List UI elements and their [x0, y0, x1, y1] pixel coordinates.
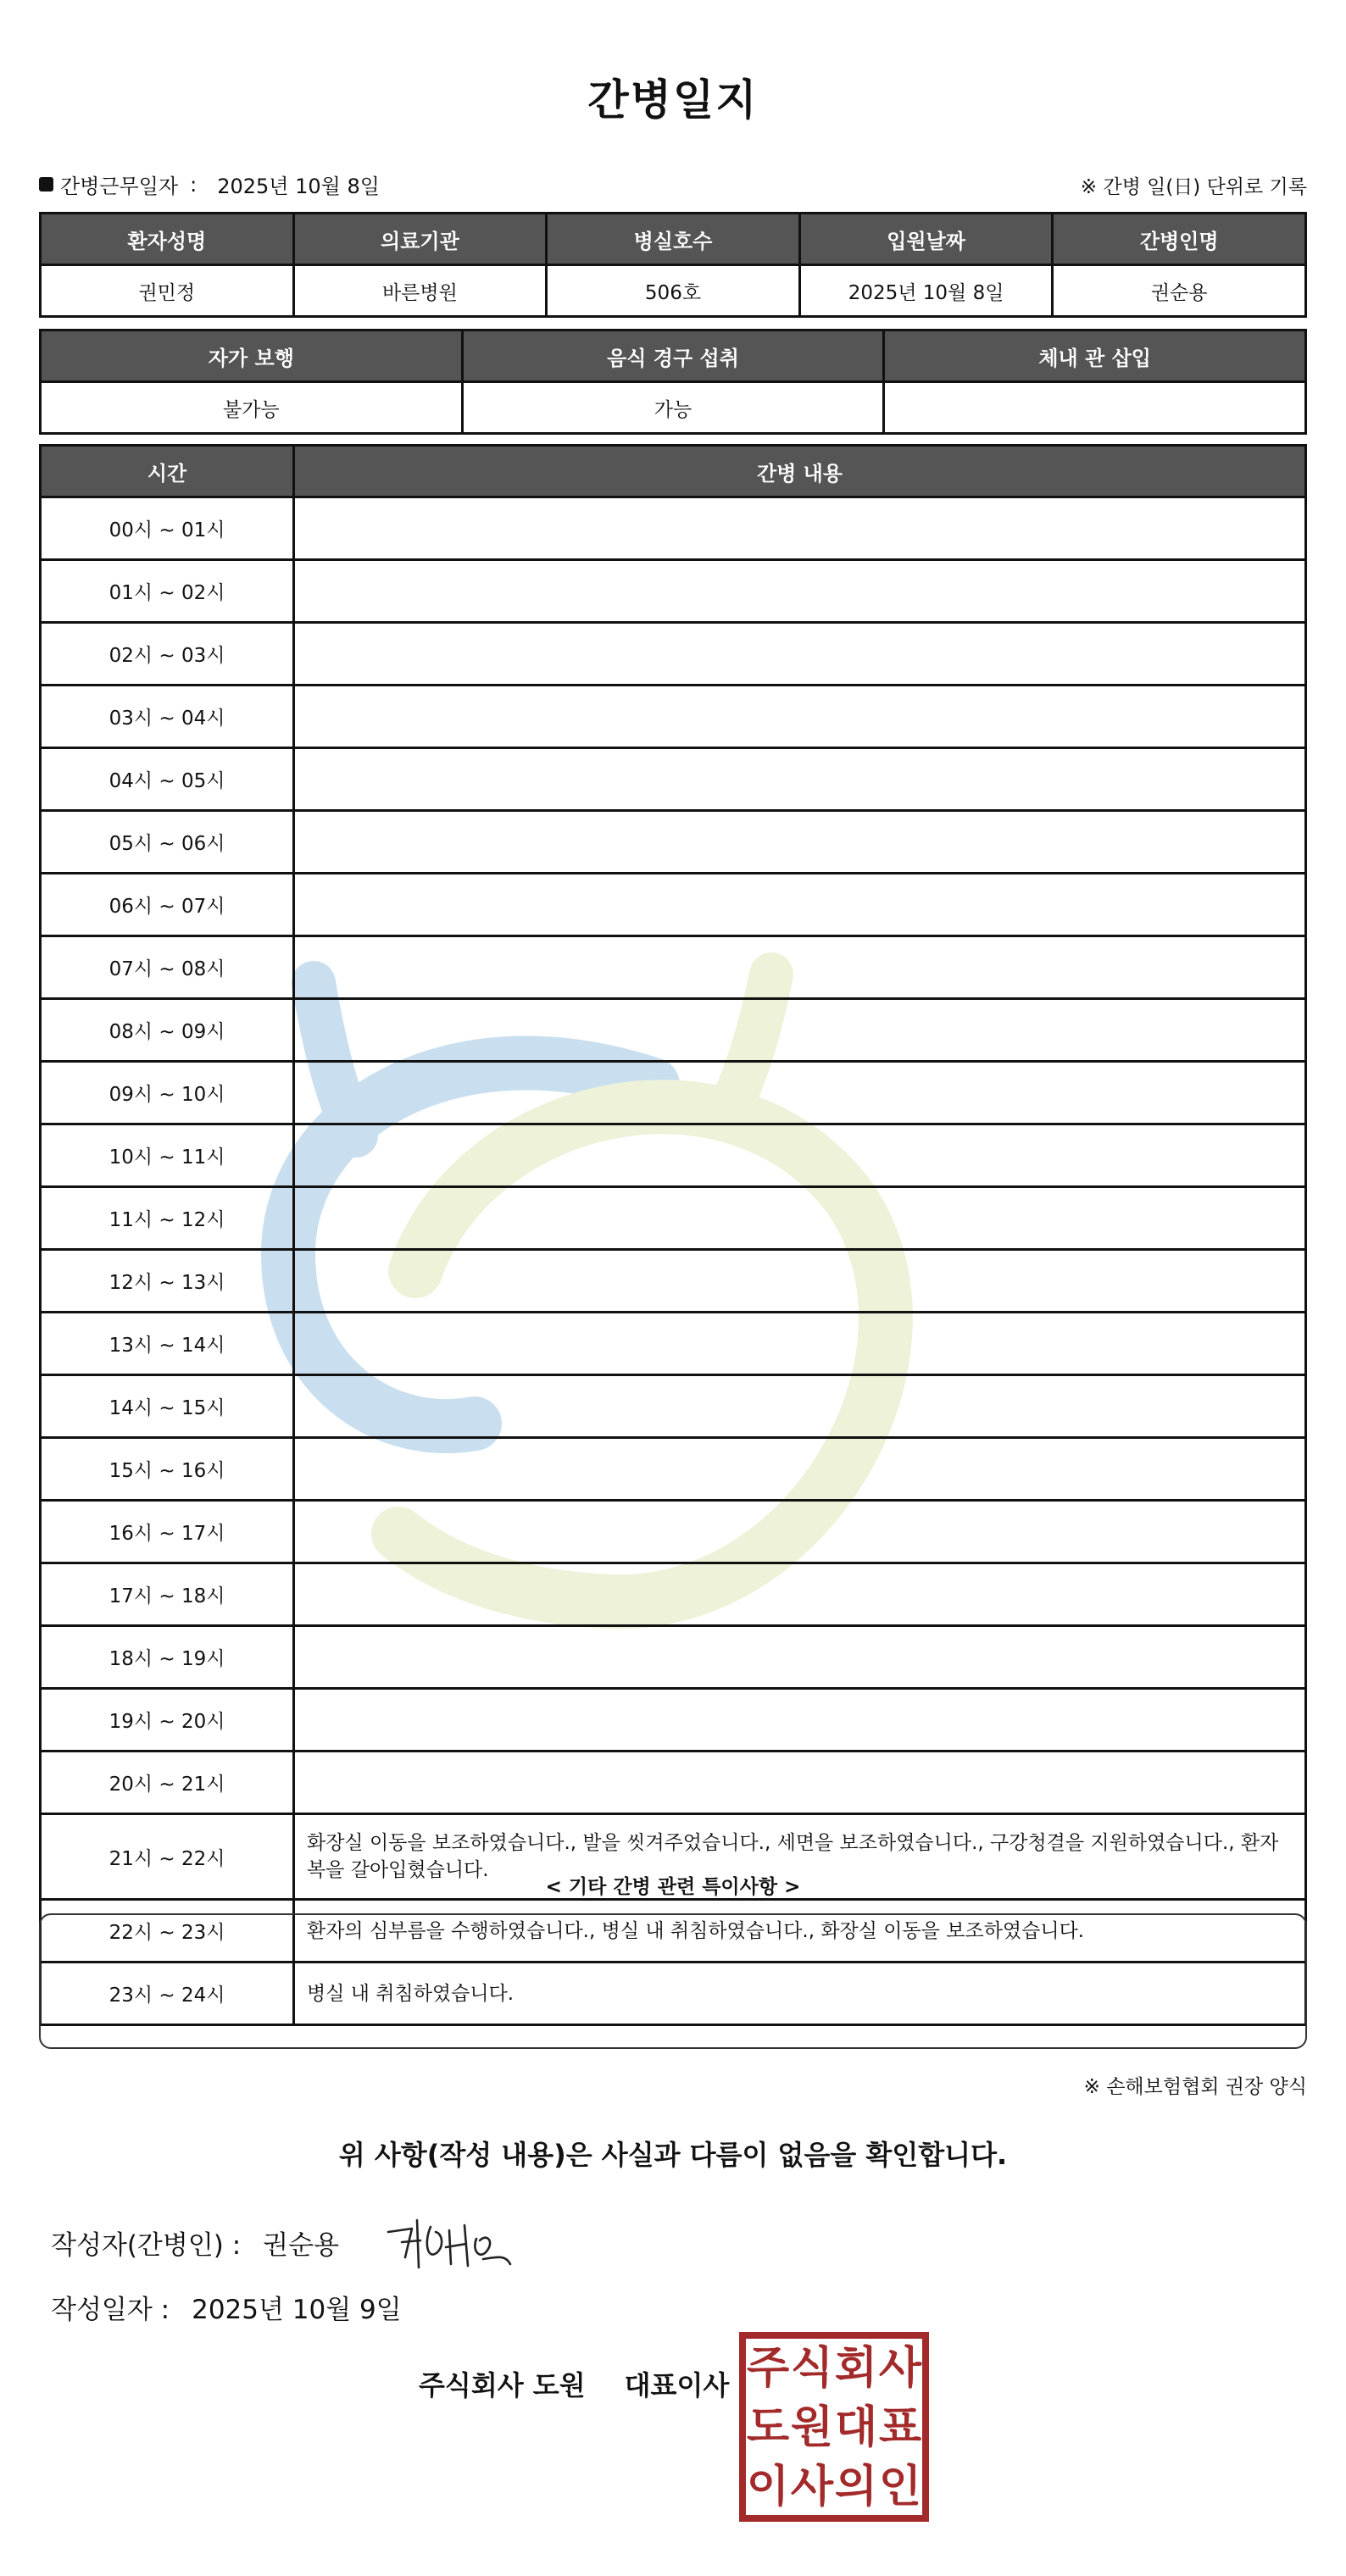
patient-info-table — [39, 212, 1307, 318]
log-time-cell: 05시 ~ 06시 — [41, 811, 294, 874]
table-row — [41, 1375, 1306, 1438]
log-content-cell — [294, 1062, 1306, 1124]
header-hospital: 의료기관 — [293, 214, 547, 265]
caregiver-name-value: 권순용 — [1053, 265, 1306, 317]
admission-date-value: 2025년 10월 8일 — [799, 265, 1053, 317]
log-time-cell: 07시 ~ 08시 — [41, 936, 294, 999]
written-date-label: 작성일자 : — [51, 2295, 170, 2325]
company-name: 주식회사 도원 — [419, 2369, 586, 2401]
log-time-cell: 14시 ~ 15시 — [41, 1375, 294, 1438]
table-header-row — [41, 446, 1306, 497]
seal-character: 이 — [746, 2462, 790, 2512]
table-row — [41, 686, 1306, 748]
work-date-separator: : — [190, 172, 197, 197]
signature — [383, 2208, 519, 2276]
table-row — [41, 811, 1306, 874]
log-content-cell — [294, 497, 1306, 560]
log-time-cell: 19시 ~ 20시 — [41, 1689, 294, 1752]
work-date-value: 2025년 10월 8일 — [217, 175, 380, 198]
hospital-value: 바른병원 — [293, 265, 547, 317]
table-row — [41, 623, 1306, 686]
table-row — [41, 497, 1306, 560]
seal-character: 사 — [790, 2462, 834, 2512]
log-time-cell: 17시 ~ 18시 — [41, 1563, 294, 1626]
table-row — [41, 1250, 1306, 1313]
log-content-cell — [294, 1124, 1306, 1187]
log-content-cell — [294, 999, 1306, 1062]
header-patient-name: 환자성명 — [41, 214, 294, 265]
seal-character: 도 — [746, 2402, 790, 2453]
log-content-cell: 화장실 이동을 보조하였습니다., 발을 씻겨주었습니다., 세면을 보조하였습니다., 구강청결을 지원하였습니다., 환자복을 갈아입혔습니다. — [294, 1814, 1306, 1900]
seal-character: 의 — [834, 2462, 878, 2512]
table-row — [41, 1563, 1306, 1626]
log-content-cell — [294, 811, 1306, 874]
log-content-cell — [294, 748, 1306, 811]
log-time-cell: 23시 ~ 24시 — [41, 1963, 294, 2025]
header-oral-intake: 음식 경구 섭취 — [462, 330, 884, 382]
room-number-value: 506호 — [547, 265, 800, 317]
log-content-cell — [294, 1501, 1306, 1563]
work-date-label: 간병근무일자 — [60, 175, 179, 198]
seal-character: 사 — [878, 2343, 922, 2394]
log-content-cell — [294, 874, 1306, 936]
log-time-cell: 22시 ~ 23시 — [41, 1900, 294, 1963]
table-row — [41, 936, 1306, 999]
work-date — [39, 169, 380, 199]
tube-insertion-value — [884, 382, 1306, 434]
document-title: 간병일지 — [587, 75, 759, 125]
patient-name-value: 권민정 — [41, 265, 294, 317]
log-content-cell — [294, 1626, 1306, 1689]
header-tube-insertion: 체내 관 삽입 — [884, 330, 1306, 382]
table-row — [41, 1501, 1306, 1563]
log-time-cell: 12시 ~ 13시 — [41, 1250, 294, 1313]
log-content-cell — [294, 1187, 1306, 1250]
log-content-cell — [294, 1313, 1306, 1375]
log-time-cell: 11시 ~ 12시 — [41, 1187, 294, 1250]
seal-character: 회 — [834, 2343, 878, 2394]
log-time-cell: 13시 ~ 14시 — [41, 1313, 294, 1375]
log-time-cell: 16시 ~ 17시 — [41, 1501, 294, 1563]
unit-note: ※ 간병 일(日) 단위로 기록 — [1080, 176, 1307, 198]
log-content-cell: 환자의 심부름을 수행하였습니다., 병실 내 취침하였습니다., 화장실 이동을 보조하였습니다. — [294, 1900, 1306, 1963]
table-row — [41, 1062, 1306, 1124]
log-content-cell — [294, 936, 1306, 999]
table-row — [41, 1187, 1306, 1250]
log-content-cell — [294, 1438, 1306, 1501]
writer-label: 작성자(간병인) : — [51, 2230, 242, 2261]
care-log-table — [39, 444, 1307, 2026]
table-row — [41, 1124, 1306, 1187]
table-row — [41, 748, 1306, 811]
log-time-cell: 10시 ~ 11시 — [41, 1124, 294, 1187]
header-care-content: 간병 내용 — [294, 446, 1306, 497]
log-content-cell — [294, 1250, 1306, 1313]
table-row — [41, 874, 1306, 936]
table-row — [41, 265, 1306, 317]
log-time-cell: 00시 ~ 01시 — [41, 497, 294, 560]
log-time-cell: 21시 ~ 22시 — [41, 1814, 294, 1900]
seal-character: 주 — [746, 2343, 790, 2394]
table-row — [41, 999, 1306, 1062]
log-time-cell: 08시 ~ 09시 — [41, 999, 294, 1062]
seal-character: 식 — [790, 2343, 834, 2394]
log-time-cell: 20시 ~ 21시 — [41, 1752, 294, 1814]
header-admission-date: 입원날짜 — [799, 214, 1053, 265]
table-row — [41, 1438, 1306, 1501]
table-header-row — [41, 330, 1306, 382]
confirmation-statement: 위 사항(작성 내용)은 사실과 다름이 없음을 확인합니다. — [338, 2139, 1008, 2171]
written-date-line — [51, 2288, 402, 2326]
seal-character: 인 — [878, 2462, 922, 2512]
table-row — [41, 382, 1306, 434]
seal-character: 원 — [790, 2402, 834, 2453]
log-content-cell: 병실 내 취침하였습니다. — [294, 1963, 1306, 2025]
log-time-cell: 18시 ~ 19시 — [41, 1626, 294, 1689]
square-bullet-icon — [39, 177, 53, 192]
log-content-cell — [294, 1375, 1306, 1438]
writer-name: 권순용 — [263, 2230, 340, 2261]
log-content-cell — [294, 623, 1306, 686]
table-row — [41, 560, 1306, 623]
table-row — [41, 1313, 1306, 1375]
table-row — [41, 1626, 1306, 1689]
notes-title: < 기타 간병 관련 특이사항 > — [545, 1876, 801, 1898]
header-room-number: 병실호수 — [547, 214, 800, 265]
log-content-cell — [294, 1563, 1306, 1626]
table-row — [41, 1689, 1306, 1752]
log-content-cell — [294, 560, 1306, 623]
log-content-cell — [294, 686, 1306, 748]
log-time-cell: 06시 ~ 07시 — [41, 874, 294, 936]
log-content-cell — [294, 1689, 1306, 1752]
log-time-cell: 09시 ~ 10시 — [41, 1062, 294, 1124]
company-seal — [739, 2332, 929, 2522]
writer-line — [51, 2223, 339, 2262]
log-time-cell: 01시 ~ 02시 — [41, 560, 294, 623]
table-row — [41, 1752, 1306, 1814]
log-time-cell: 04시 ~ 05시 — [41, 748, 294, 811]
written-date-value: 2025년 10월 9일 — [192, 2295, 402, 2325]
log-time-cell: 03시 ~ 04시 — [41, 686, 294, 748]
oral-intake-value: 가능 — [462, 382, 884, 434]
log-time-cell: 02시 ~ 03시 — [41, 623, 294, 686]
log-content-cell — [294, 1752, 1306, 1814]
header-time: 시간 — [41, 446, 294, 497]
seal-character: 표 — [878, 2402, 922, 2453]
company-line — [419, 2364, 729, 2403]
table-header-row — [41, 214, 1306, 265]
patient-status-table — [39, 329, 1307, 435]
notes-box — [39, 1913, 1307, 2049]
company-ceo-title: 대표이사 — [624, 2369, 730, 2401]
header-self-walking: 자가 보행 — [41, 330, 463, 382]
form-footnote: ※ 손해보험협회 권장 양식 — [1083, 2076, 1307, 2098]
self-walking-value: 불가능 — [41, 382, 463, 434]
log-time-cell: 15시 ~ 16시 — [41, 1438, 294, 1501]
seal-character: 대 — [834, 2402, 878, 2453]
header-caregiver-name: 간병인명 — [1053, 214, 1306, 265]
